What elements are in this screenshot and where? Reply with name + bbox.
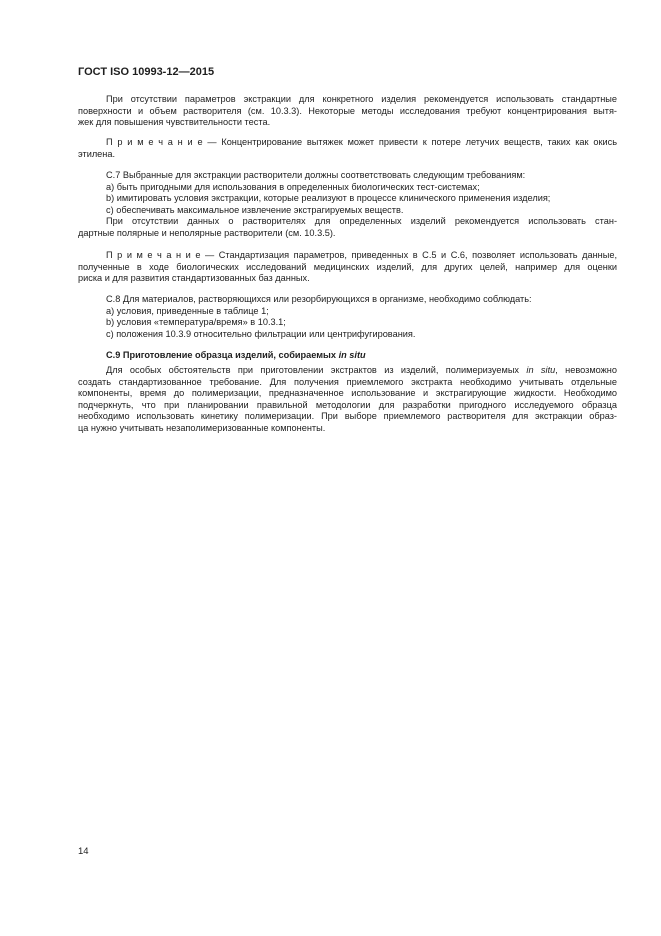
document-header: ГОСТ ISO 10993-12—2015 (78, 66, 215, 78)
list-item: b) имитировать условия экстракции, которые реализуют в процессе клинического применения изделия; (106, 193, 551, 203)
list-item: a) условия, приведенные в таблице 1; (106, 305, 269, 316)
list-item: c) положения 10.3.9 относительно фильтрации или центрифугирования. (106, 328, 416, 339)
clause-c9-heading (78, 350, 617, 362)
paragraph-line: необходимо использовать кинетику полимеризации. При выборе приемлемого растворителя для экстракции образ- (78, 411, 617, 421)
note-concentration (78, 137, 617, 160)
paragraph-line: компоненты, время до полимеризации, предназначенное использование и экстрагирующие жидкости. Необходимо (78, 388, 617, 398)
clause-c8-intro: С.8 Для материалов, растворяющихся или резорбирующихся в организме, необходимо соблюдать: (106, 294, 532, 304)
note-line: полученные в ходе биологических исследований медицинских изделий, для других целей, например для оценки (78, 261, 617, 272)
paragraph-line-text: Для особых обстоятельств при приготовлении экстрактов из изделий, полимеризуемых (106, 365, 527, 375)
section-heading (78, 350, 617, 362)
section-heading-italic: in situ (338, 350, 366, 360)
section-heading-text: С.9 Приготовление образца изделий, собираемых (106, 350, 339, 360)
paragraph-line: жек для повышения чувствительности теста. (78, 117, 271, 127)
note-line: П р и м е ч а н и е — Стандартизация параметров, приведенных в С.5 и С.6, позволяет использовать данные, (106, 250, 617, 260)
paragraph-line: дартные полярные и неполярные растворители (см. 10.3.5). (78, 227, 336, 238)
paragraph-line: ца нужно учитывать незаполимеризованные компоненты. (78, 422, 326, 433)
clause-c9-paragraph (78, 365, 617, 434)
note-line: риска и для развития стандартизованных баз данных. (78, 273, 310, 283)
note-line: П р и м е ч а н и е — Концентрирование вытяжек может привести к потере летучих веществ, таких как окись (106, 137, 617, 147)
note-standardization (78, 250, 617, 285)
paragraph-line: При отсутствии данных о растворителях для определенных изделий рекомендуется использовать стан- (106, 216, 617, 226)
clause-c7 (78, 170, 617, 239)
page-number: 14 (78, 846, 89, 857)
list-item: a) быть пригодными для использования в определенных биологических тест-системах; (106, 181, 480, 192)
paragraph-line: подчеркнуть, что при планировании правильной методологии для разработки пригодного исследуемого образца (78, 399, 617, 410)
list-item: c) обеспечивать максимальное извлечение экстрагируемых веществ. (106, 204, 404, 215)
paragraph-line-italic: in situ (526, 365, 556, 375)
paragraph-line: поверхности и объем растворителя (см. 10.3.3). Некоторые методы исследования требуют концентрирования вытя- (78, 105, 617, 116)
paragraph-line: При отсутствии параметров экстракции для конкретного изделия рекомендуется использовать стандартные (106, 94, 617, 104)
list-item: b) условия «температура/время» в 10.3.1; (106, 317, 286, 327)
paragraph-line (78, 365, 617, 377)
clause-c7-intro: С.7 Выбранные для экстракции растворители должны соответствовать следующим требованиям: (106, 170, 526, 180)
paragraph-extraction-parameters (78, 94, 617, 129)
clause-c8 (78, 294, 617, 340)
note-line: этилена. (78, 148, 116, 159)
paragraph-line: создать стандартизованное требование. Для получения приемлемого экстракта необходимо учитывать отдельные (78, 376, 617, 387)
paragraph-line-text: , невозможно (555, 365, 617, 375)
